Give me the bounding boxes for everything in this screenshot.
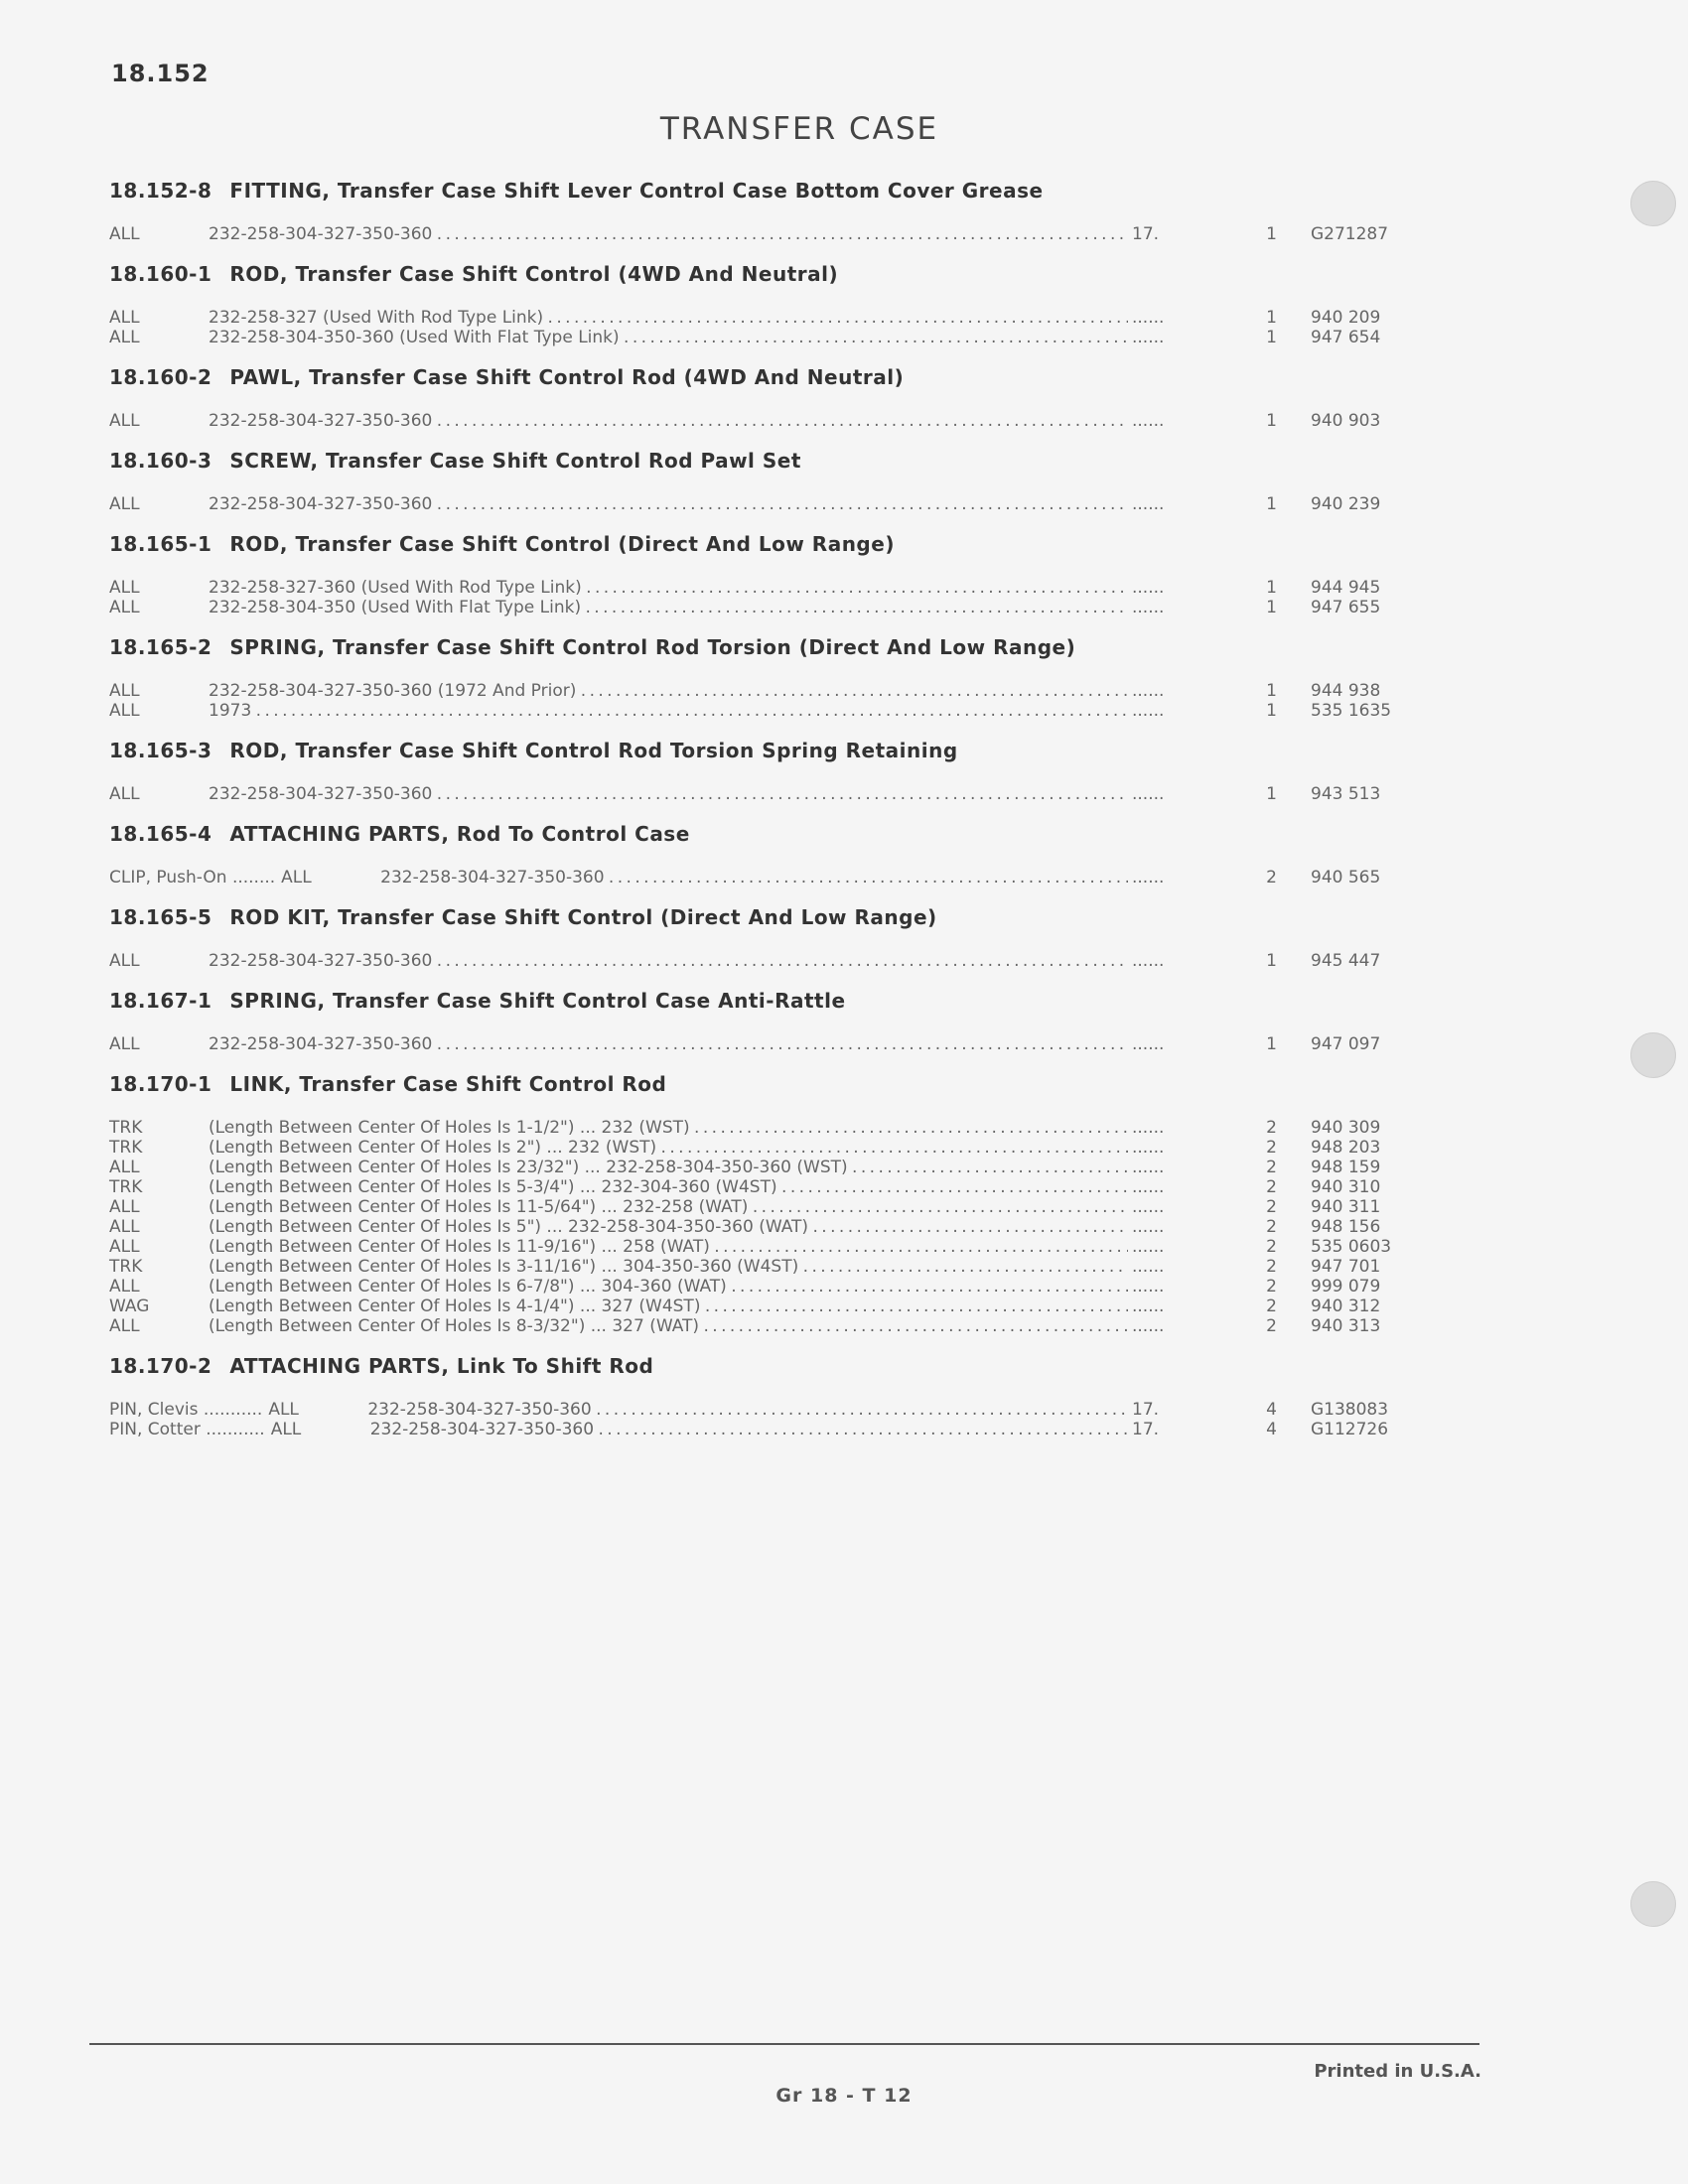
application-description: 232-258-304-327-350-360 . . . — [209, 494, 1128, 514]
application-description: (Length Between Center Of Holes Is 11-9/16") ... 258 (WAT) . . . — [209, 1237, 1128, 1257]
part-number: 948 159 — [1311, 1158, 1381, 1177]
application-description: (Length Between Center Of Holes Is 1-1/2") ... 232 (WST) . . . — [209, 1118, 1128, 1138]
section-number: 18.170-1 — [109, 1072, 212, 1096]
section-description: FITTING, Transfer Case Shift Lever Control Case Bottom Cover Grease — [229, 179, 1044, 203]
quantity: 1 — [1266, 598, 1277, 617]
reference-number — [1128, 1277, 1201, 1297]
application-description: 232-258-304-327-350-360 . . . — [209, 411, 1128, 431]
reference-number: 17. — [1132, 224, 1160, 244]
part-number: 940 311 — [1311, 1197, 1381, 1217]
part-number: 947 654 — [1311, 328, 1381, 347]
part-number: 943 513 — [1311, 784, 1381, 804]
part-row — [109, 868, 1420, 887]
section-description: ROD, Transfer Case Shift Control Rod Torsion Spring Retaining — [229, 739, 958, 762]
part-number: 945 447 — [1311, 951, 1381, 971]
application-code: ALL — [109, 951, 140, 971]
section-number: 18.160-3 — [109, 449, 212, 473]
part-section — [109, 522, 1420, 617]
part-section — [109, 625, 1420, 721]
part-number: 535 1635 — [1311, 701, 1392, 721]
reference-number — [1128, 308, 1201, 328]
reference-number — [1128, 1158, 1201, 1177]
section-rows — [109, 1118, 1420, 1336]
part-section — [109, 439, 1420, 514]
quantity: 1 — [1266, 308, 1277, 328]
section-heading — [109, 169, 1420, 212]
application-code: ALL — [270, 1420, 302, 1439]
quantity: 2 — [1266, 1138, 1277, 1158]
section-description: LINK, Transfer Case Shift Control Rod — [229, 1072, 667, 1096]
section-heading — [109, 252, 1420, 296]
part-name: CLIP, Push-On ........ — [109, 868, 276, 887]
part-section — [109, 729, 1420, 804]
part-section — [109, 979, 1420, 1054]
application-code: ALL — [109, 1277, 140, 1297]
part-row — [109, 1217, 1420, 1237]
application-description: (Length Between Center Of Holes Is 5") ... 232-258-304-350-360 (WAT) . . . — [209, 1217, 1128, 1237]
reference-number — [1128, 1217, 1201, 1237]
footer-page-ref: Gr 18 - T 12 — [775, 2085, 913, 2107]
quantity: 1 — [1266, 951, 1277, 971]
application-code: ALL — [268, 1400, 299, 1420]
application-code: TRK — [109, 1257, 143, 1277]
part-number: 940 310 — [1311, 1177, 1381, 1197]
section-number: 18.165-1 — [109, 532, 212, 556]
part-row — [109, 1297, 1420, 1316]
application-code: ALL — [281, 868, 312, 887]
section-rows — [109, 578, 1420, 617]
section-description: ROD KIT, Transfer Case Shift Control (Direct And Low Range) — [229, 905, 937, 929]
application-code: ALL — [109, 1158, 140, 1177]
application-description: (Length Between Center Of Holes Is 6-7/8") ... 304-360 (WAT) . . . — [209, 1277, 1128, 1297]
part-number: 948 203 — [1311, 1138, 1381, 1158]
part-row — [109, 578, 1420, 598]
reference-number — [1128, 328, 1201, 347]
part-number: 947 655 — [1311, 598, 1381, 617]
section-number: 18.165-3 — [109, 739, 212, 762]
application-code: ALL — [109, 1197, 140, 1217]
part-section — [109, 1062, 1420, 1336]
section-number: 18.165-4 — [109, 822, 212, 846]
application-description: 232-258-304-350 (Used With Flat Type Link) . . . — [209, 598, 1128, 617]
section-description: ROD, Transfer Case Shift Control (Direct And Low Range) — [229, 532, 895, 556]
application-code: ALL — [109, 681, 140, 701]
part-number: 940 565 — [1311, 868, 1381, 887]
part-number: 944 945 — [1311, 578, 1381, 598]
part-row — [109, 308, 1420, 328]
application-description: 232-258-327 (Used With Rod Type Link) . . . — [209, 308, 1128, 328]
application-description: 232-258-304-327-350-360 . . . — [370, 1420, 1128, 1439]
part-number: G138083 — [1311, 1400, 1389, 1420]
part-name: PIN, Cotter ........... — [109, 1420, 265, 1439]
quantity: 2 — [1266, 1237, 1277, 1257]
reference-number — [1128, 578, 1201, 598]
part-row — [109, 1277, 1420, 1297]
part-row — [109, 1138, 1420, 1158]
application-code: ALL — [109, 1034, 140, 1054]
section-number: 18.167-1 — [109, 989, 212, 1013]
section-heading — [109, 812, 1420, 856]
application-code: ALL — [109, 1316, 140, 1336]
quantity: 1 — [1266, 328, 1277, 347]
application-code: ALL — [109, 701, 140, 721]
application-description: 232-258-304-327-350-360 . . . — [380, 868, 1128, 887]
section-rows — [109, 224, 1420, 244]
application-description: (Length Between Center Of Holes Is 23/32") ... 232-258-304-350-360 (WST) . . . — [209, 1158, 1128, 1177]
part-row — [109, 1118, 1420, 1138]
reference-number — [1128, 1237, 1201, 1257]
part-section — [109, 355, 1420, 431]
application-description: 232-258-304-327-350-360 . . . — [209, 784, 1128, 804]
section-description: ROD, Transfer Case Shift Control (4WD And Neutral) — [229, 262, 839, 286]
part-row — [109, 951, 1420, 971]
quantity: 1 — [1266, 494, 1277, 514]
application-description: 232-258-304-327-350-360 . . . — [367, 1400, 1128, 1420]
quantity: 2 — [1266, 1197, 1277, 1217]
reference-number: 17. — [1132, 1420, 1160, 1439]
quantity: 4 — [1266, 1400, 1277, 1420]
section-rows — [109, 1034, 1420, 1054]
application-description: 232-258-304-327-350-360 . . . — [209, 951, 1128, 971]
section-description: SPRING, Transfer Case Shift Control Rod Torsion (Direct And Low Range) — [229, 635, 1076, 659]
application-code: ALL — [109, 308, 140, 328]
part-row — [109, 598, 1420, 617]
quantity: 2 — [1266, 1257, 1277, 1277]
section-heading — [109, 729, 1420, 772]
section-number: 18.165-2 — [109, 635, 212, 659]
section-heading — [109, 522, 1420, 566]
part-number: 947 097 — [1311, 1034, 1381, 1054]
section-rows — [109, 681, 1420, 721]
quantity: 1 — [1266, 681, 1277, 701]
section-rows — [109, 868, 1420, 887]
reference-number — [1128, 1316, 1201, 1336]
application-description: 232-258-304-350-360 (Used With Flat Type Link) . . . — [209, 328, 1128, 347]
part-row — [109, 1034, 1420, 1054]
reference-number — [1128, 1034, 1201, 1054]
application-code: ALL — [109, 224, 140, 244]
part-section — [109, 1344, 1420, 1439]
part-section — [109, 169, 1420, 244]
application-code: ALL — [109, 598, 140, 617]
application-code: ALL — [109, 784, 140, 804]
quantity: 1 — [1266, 701, 1277, 721]
application-code: ALL — [109, 494, 140, 514]
application-description: (Length Between Center Of Holes Is 2") ... 232 (WST) . . . — [209, 1138, 1128, 1158]
quantity: 4 — [1266, 1420, 1277, 1439]
quantity: 2 — [1266, 1177, 1277, 1197]
quantity: 2 — [1266, 1217, 1277, 1237]
reference-number — [1128, 1138, 1201, 1158]
section-description: PAWL, Transfer Case Shift Control Rod (4WD And Neutral) — [229, 365, 905, 389]
section-rows — [109, 494, 1420, 514]
section-description: ATTACHING PARTS, Rod To Control Case — [229, 822, 690, 846]
reference-number — [1128, 701, 1201, 721]
part-row — [109, 1197, 1420, 1217]
part-number: 940 239 — [1311, 494, 1381, 514]
reference-number — [1128, 494, 1201, 514]
part-row — [109, 1237, 1420, 1257]
printed-note: Printed in U.S.A. — [1314, 2061, 1481, 2082]
reference-number — [1128, 1297, 1201, 1316]
reference-number — [1128, 868, 1201, 887]
reference-number: 17. — [1132, 1400, 1160, 1420]
section-rows — [109, 951, 1420, 971]
part-row — [109, 701, 1420, 721]
part-row — [109, 494, 1420, 514]
reference-number — [1128, 1257, 1201, 1277]
page-number: 18.152 — [111, 60, 210, 87]
footer-rule — [89, 2043, 1479, 2045]
part-row — [109, 224, 1420, 244]
part-row — [109, 1257, 1420, 1277]
part-number: G271287 — [1311, 224, 1389, 244]
part-row — [109, 681, 1420, 701]
application-description: (Length Between Center Of Holes Is 5-3/4") ... 232-304-360 (W4ST) . . . — [209, 1177, 1128, 1197]
section-rows — [109, 411, 1420, 431]
section-number: 18.170-2 — [109, 1354, 212, 1378]
part-name: PIN, Clevis ........... — [109, 1400, 263, 1420]
application-description: 232-258-304-327-350-360 (1972 And Prior) . . . — [209, 681, 1128, 701]
part-row — [109, 1158, 1420, 1177]
punch-hole — [1630, 1032, 1676, 1078]
parts-list — [109, 169, 1420, 1447]
part-number: G112726 — [1311, 1420, 1389, 1439]
reference-number — [1128, 411, 1201, 431]
part-number: 948 156 — [1311, 1217, 1381, 1237]
section-description: ATTACHING PARTS, Link To Shift Rod — [229, 1354, 654, 1378]
quantity: 1 — [1266, 578, 1277, 598]
quantity: 1 — [1266, 224, 1277, 244]
application-description: (Length Between Center Of Holes Is 11-5/64") ... 232-258 (WAT) . . . — [209, 1197, 1128, 1217]
reference-number — [1128, 784, 1201, 804]
quantity: 2 — [1266, 868, 1277, 887]
section-heading — [109, 355, 1420, 399]
application-description: (Length Between Center Of Holes Is 4-1/4") ... 327 (W4ST) . . . — [209, 1297, 1128, 1316]
application-description: 232-258-304-327-350-360 . . . — [209, 1034, 1128, 1054]
application-code: WAG — [109, 1297, 150, 1316]
application-code: TRK — [109, 1177, 143, 1197]
part-row — [109, 1400, 1420, 1420]
section-heading — [109, 625, 1420, 669]
application-code: ALL — [109, 328, 140, 347]
application-description: 1973 . . . — [209, 701, 1128, 721]
application-code: TRK — [109, 1138, 143, 1158]
section-number: 18.152-8 — [109, 179, 212, 203]
application-code: ALL — [109, 1217, 140, 1237]
application-description: (Length Between Center Of Holes Is 3-11/16") ... 304-350-360 (W4ST) . . . — [209, 1257, 1128, 1277]
part-section — [109, 252, 1420, 347]
application-code: ALL — [109, 1237, 140, 1257]
reference-number — [1128, 681, 1201, 701]
reference-number — [1128, 1197, 1201, 1217]
reference-number — [1128, 598, 1201, 617]
application-code: ALL — [109, 578, 140, 598]
section-number: 18.165-5 — [109, 905, 212, 929]
part-row — [109, 1316, 1420, 1336]
section-rows — [109, 784, 1420, 804]
section-heading — [109, 1344, 1420, 1388]
part-section — [109, 895, 1420, 971]
part-row — [109, 328, 1420, 347]
quantity: 1 — [1266, 411, 1277, 431]
section-number: 18.160-1 — [109, 262, 212, 286]
part-number: 947 701 — [1311, 1257, 1381, 1277]
section-heading — [109, 979, 1420, 1023]
punch-hole — [1630, 181, 1676, 226]
reference-number — [1128, 951, 1201, 971]
reference-number — [1128, 1177, 1201, 1197]
part-number: 940 312 — [1311, 1297, 1381, 1316]
quantity: 2 — [1266, 1297, 1277, 1316]
part-row — [109, 784, 1420, 804]
application-description: 232-258-304-327-350-360 . . . — [209, 224, 1128, 244]
section-description: SCREW, Transfer Case Shift Control Rod Pawl Set — [229, 449, 801, 473]
part-number: 940 313 — [1311, 1316, 1381, 1336]
quantity: 1 — [1266, 1034, 1277, 1054]
part-number: 535 0603 — [1311, 1237, 1392, 1257]
part-row — [109, 1420, 1420, 1439]
part-row — [109, 1177, 1420, 1197]
application-description: (Length Between Center Of Holes Is 8-3/32") ... 327 (WAT) . . . — [209, 1316, 1128, 1336]
quantity: 2 — [1266, 1316, 1277, 1336]
punch-hole — [1630, 1881, 1676, 1927]
quantity: 1 — [1266, 784, 1277, 804]
part-number: 940 309 — [1311, 1118, 1381, 1138]
section-rows — [109, 308, 1420, 347]
page-title: TRANSFER CASE — [659, 111, 939, 147]
part-section — [109, 812, 1420, 887]
section-heading — [109, 439, 1420, 482]
reference-number — [1128, 1118, 1201, 1138]
part-number: 944 938 — [1311, 681, 1381, 701]
part-number: 940 903 — [1311, 411, 1381, 431]
quantity: 2 — [1266, 1277, 1277, 1297]
quantity: 2 — [1266, 1158, 1277, 1177]
section-number: 18.160-2 — [109, 365, 212, 389]
section-heading — [109, 895, 1420, 939]
part-number: 999 079 — [1311, 1277, 1381, 1297]
part-number: 940 209 — [1311, 308, 1381, 328]
section-rows — [109, 1400, 1420, 1439]
section-heading — [109, 1062, 1420, 1106]
application-code: ALL — [109, 411, 140, 431]
application-code: TRK — [109, 1118, 143, 1138]
quantity: 2 — [1266, 1118, 1277, 1138]
application-description: 232-258-327-360 (Used With Rod Type Link) . . . — [209, 578, 1128, 598]
section-description: SPRING, Transfer Case Shift Control Case Anti-Rattle — [229, 989, 846, 1013]
part-row — [109, 411, 1420, 431]
